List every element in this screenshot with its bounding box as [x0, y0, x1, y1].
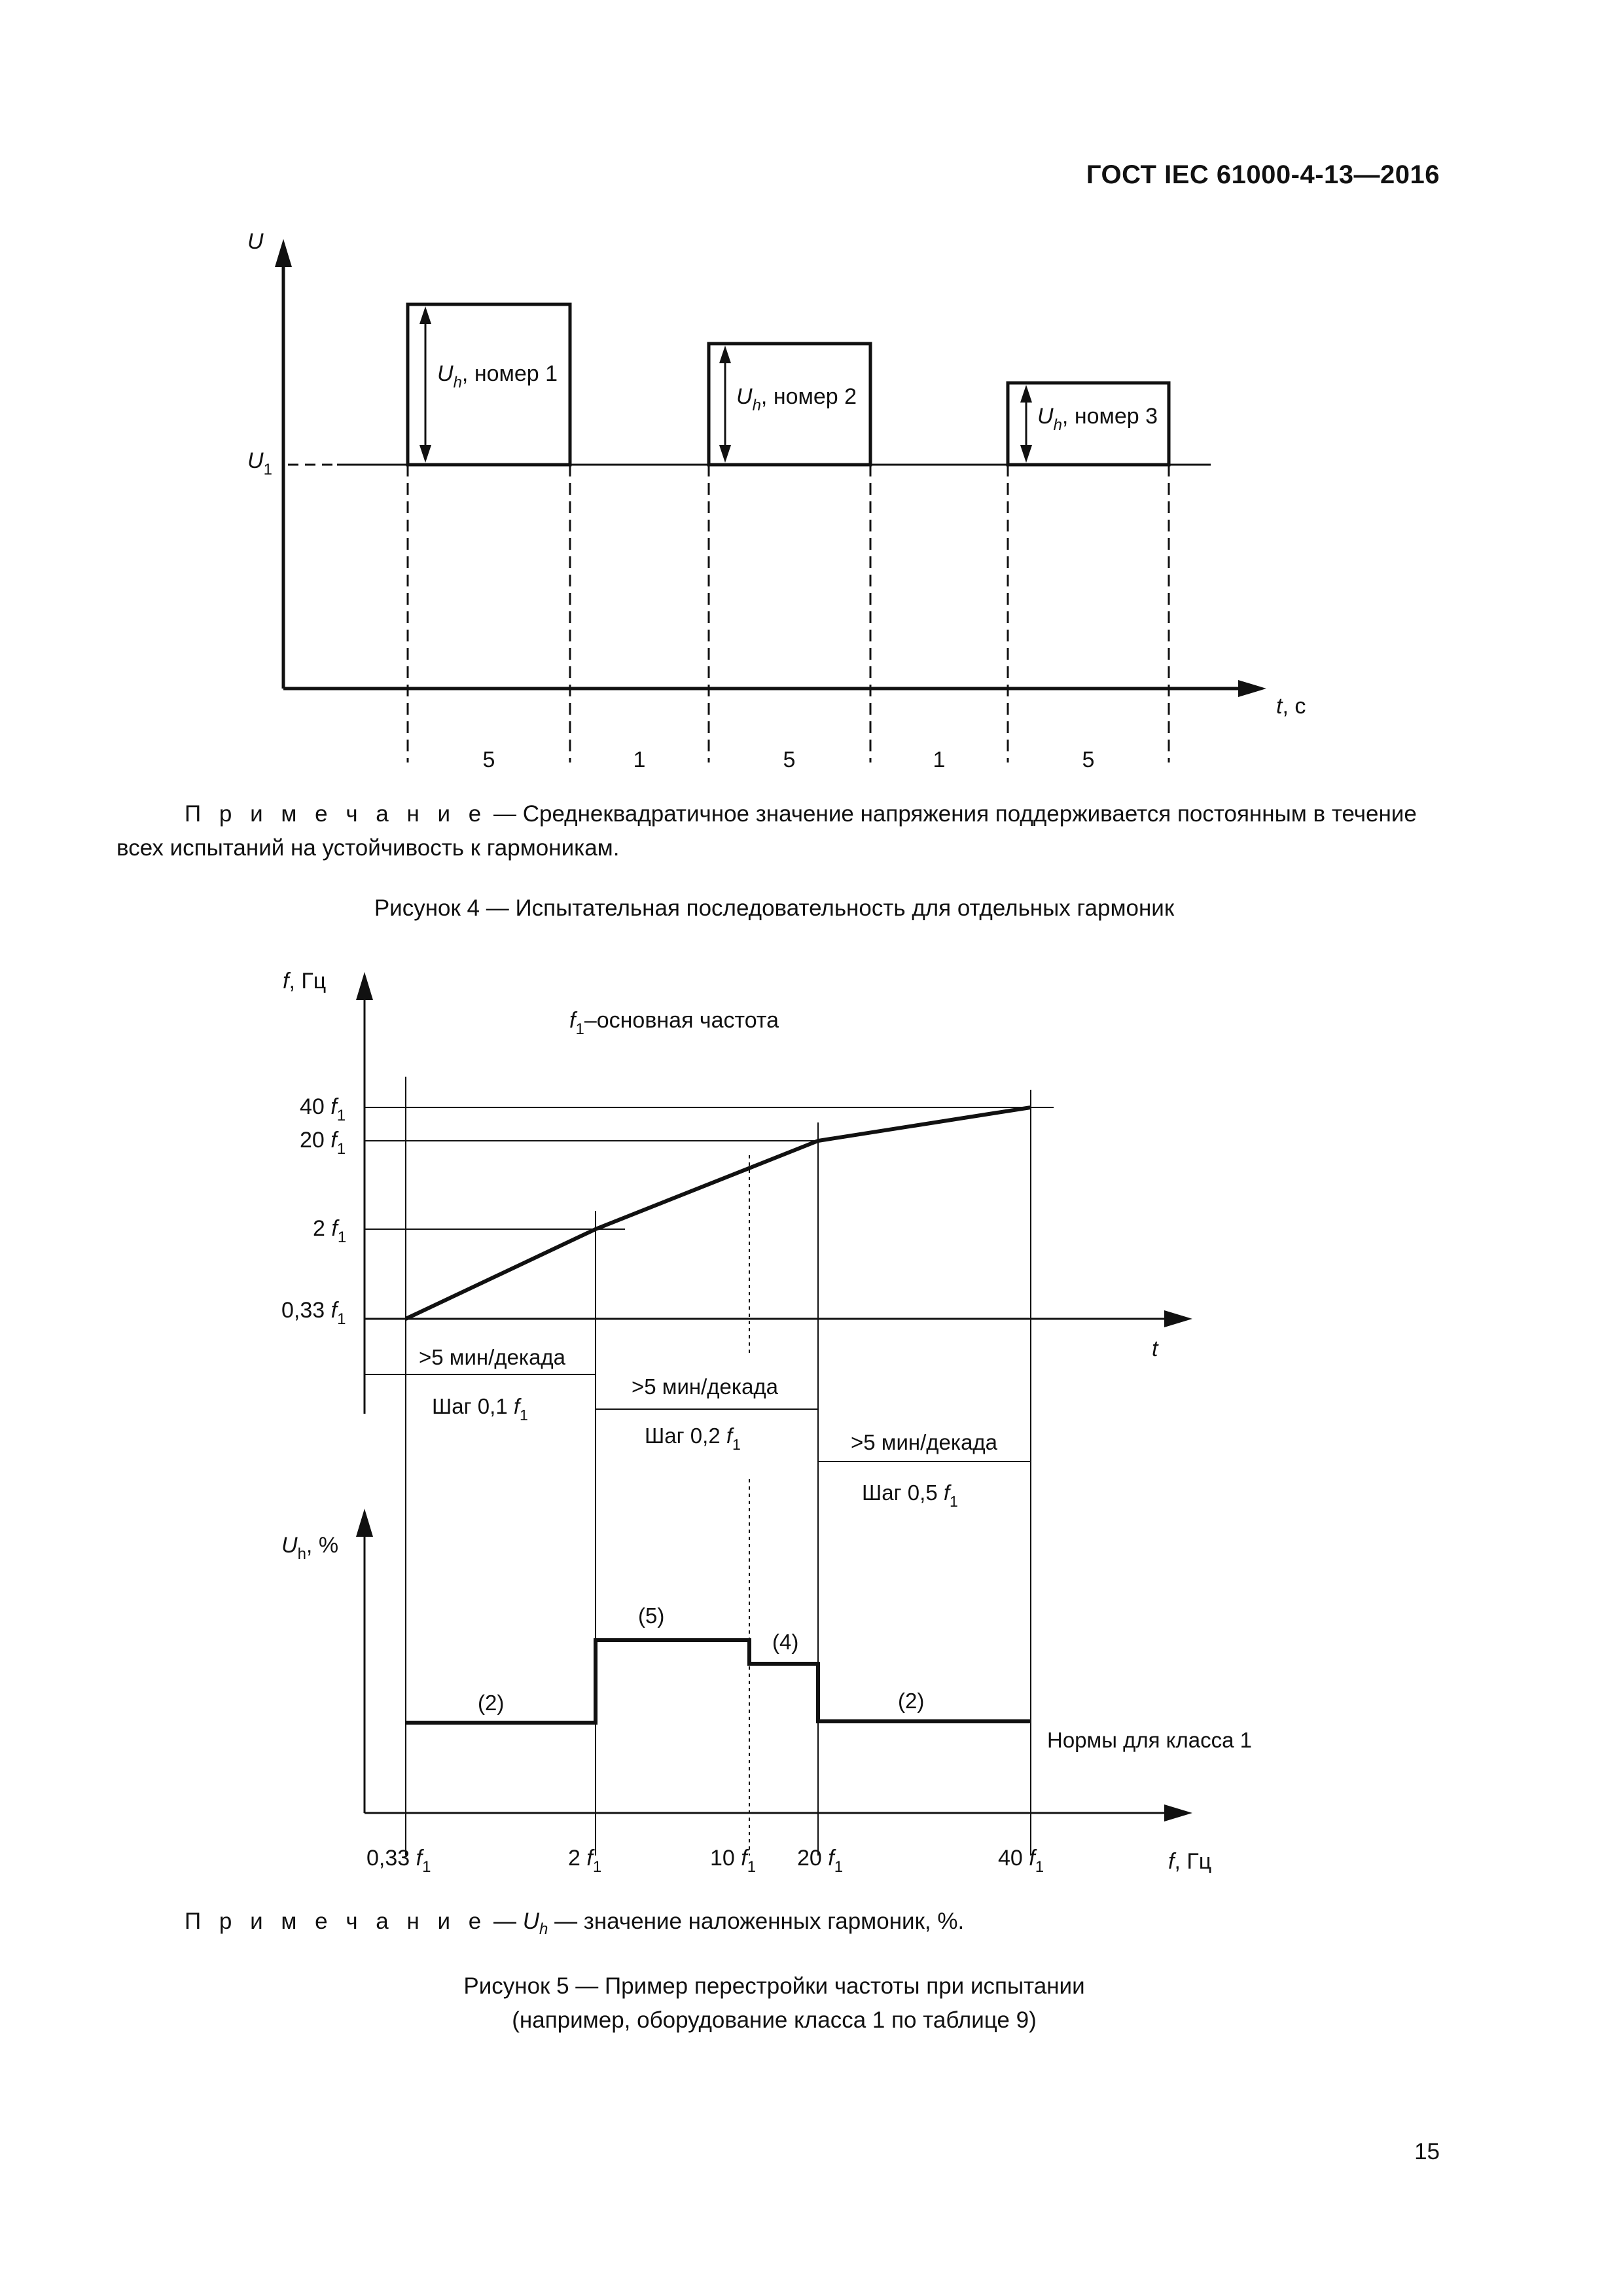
fig4-pulse-3-label: $U_h$, номер 3	[1037, 404, 1158, 434]
fig4-u1-label: $U_1$	[247, 448, 272, 478]
fig5-y-tick-2f1: 2 $f_1$	[313, 1216, 347, 1246]
fig4-x-axis-arrow	[1238, 680, 1266, 697]
figure-5-diagram	[0, 942, 1623, 1898]
fig5-top-x-label: t	[1152, 1336, 1158, 1361]
fig4-duration-5: 5	[1082, 747, 1095, 772]
fig5-x-tick-10f1: 10 $f_1$	[710, 1846, 757, 1876]
fig5-bottom-x-label: f, Гц	[1168, 1849, 1212, 1874]
fig4-y-axis-label: U	[247, 229, 264, 254]
fig5-frequency-sweep-curve	[406, 1107, 1031, 1319]
fig5-y-tick-20f1: 20 $f_1$	[300, 1128, 346, 1158]
fig4-duration-4: 1	[933, 747, 946, 772]
document-header: ГОСТ IEC 61000-4-13—2016	[1086, 160, 1440, 189]
fig5-bottom-y-axis-arrow	[356, 1509, 373, 1537]
fig5-caption-line-2: (например, оборудование класса 1 по таблице 9)	[512, 2007, 1037, 2033]
fig5-block-3-rate: >5 мин/декада	[851, 1430, 998, 1454]
fig5-ref-lines	[365, 1107, 1054, 1229]
fig4-note-text: — Среднеквадратичное значение напряжения поддерживается постоянным в течение всех испытаний на устойчивость к гармоникам.	[116, 801, 1417, 861]
fig5-x-tick-2f1: 2 $f_1$	[568, 1846, 602, 1876]
fig5-block-2-rate: >5 мин/декада	[632, 1374, 779, 1399]
fig5-level-label-2: (5)	[638, 1604, 665, 1628]
fig5-limit-label: Нормы для класса 1	[1047, 1728, 1252, 1752]
fig5-top-y-label: f, Гц	[283, 969, 327, 994]
figure-4-diagram	[0, 0, 1623, 805]
fig5-top-y-axis-arrow	[356, 972, 373, 1000]
fig5-note-symbol: U	[522, 1909, 539, 1934]
fig5-top-x-axis-arrow	[1164, 1310, 1192, 1327]
fig5-block-1-step: Шаг 0,1 $f_1$	[432, 1394, 528, 1424]
fig5-x-tick-40f1: 40 $f_1$	[998, 1846, 1044, 1876]
fig5-boundary-lines	[406, 1077, 1031, 1856]
fig5-bottom-y-label: $U_h$, %	[281, 1533, 339, 1563]
fig4-duration-2: 1	[633, 747, 646, 772]
fig5-level-label-1: (2)	[478, 1691, 505, 1715]
fig4-interval-lines	[408, 465, 1169, 762]
fig5-level-label-4: (2)	[898, 1689, 925, 1713]
fig4-caption: Рисунок 4 — Испытательная последовательность для отдельных гармоник	[374, 895, 1175, 921]
fig5-x-tick-20f1: 20 $f_1$	[797, 1846, 844, 1876]
fig4-note-lead: П р и м е ч а н и е	[185, 801, 488, 827]
fig5-caption-line-1: Рисунок 5 — Пример перестройки частоты при испытании	[463, 1973, 1085, 1999]
fig5-bottom-x-axis-arrow	[1164, 1804, 1192, 1821]
fig5-block-2-step: Шаг 0,2 $f_1$	[645, 1424, 741, 1453]
fig4-pulse-1-label: $U_h$, номер 1	[437, 361, 558, 391]
fig4-x-axis-label: t, с	[1276, 694, 1306, 719]
fig4-duration-1: 5	[482, 747, 495, 772]
fig5-note-text: — значение наложенных гармоник, %.	[548, 1909, 965, 1934]
fig4-note	[116, 797, 1432, 865]
page-number: 15	[1414, 2139, 1440, 2164]
fig4-y-axis-arrow	[275, 239, 292, 267]
fig5-legend: $f_1$–основная частота	[569, 1008, 779, 1038]
fig5-block-1-rate: >5 мин/декада	[419, 1345, 566, 1369]
fig5-y-tick-033f1: 0,33 $f_1$	[281, 1298, 346, 1328]
fig4-duration-3: 5	[783, 747, 796, 772]
fig5-level-label-3: (4)	[772, 1630, 799, 1654]
fig5-x-tick-033f1: 0,33 $f_1$	[366, 1846, 431, 1876]
fig5-block-3-step: Шаг 0,5 $f_1$	[862, 1480, 958, 1510]
fig5-note-lead: П р и м е ч а н и е	[185, 1909, 488, 1934]
fig5-note: П р и м е ч а н и е — $U_h$ — значение наложенных гармоник, %.	[185, 1909, 965, 1938]
fig5-y-tick-40f1: 40 $f_1$	[300, 1094, 346, 1124]
fig4-pulse-2-label: $U_h$, номер 2	[736, 384, 857, 414]
